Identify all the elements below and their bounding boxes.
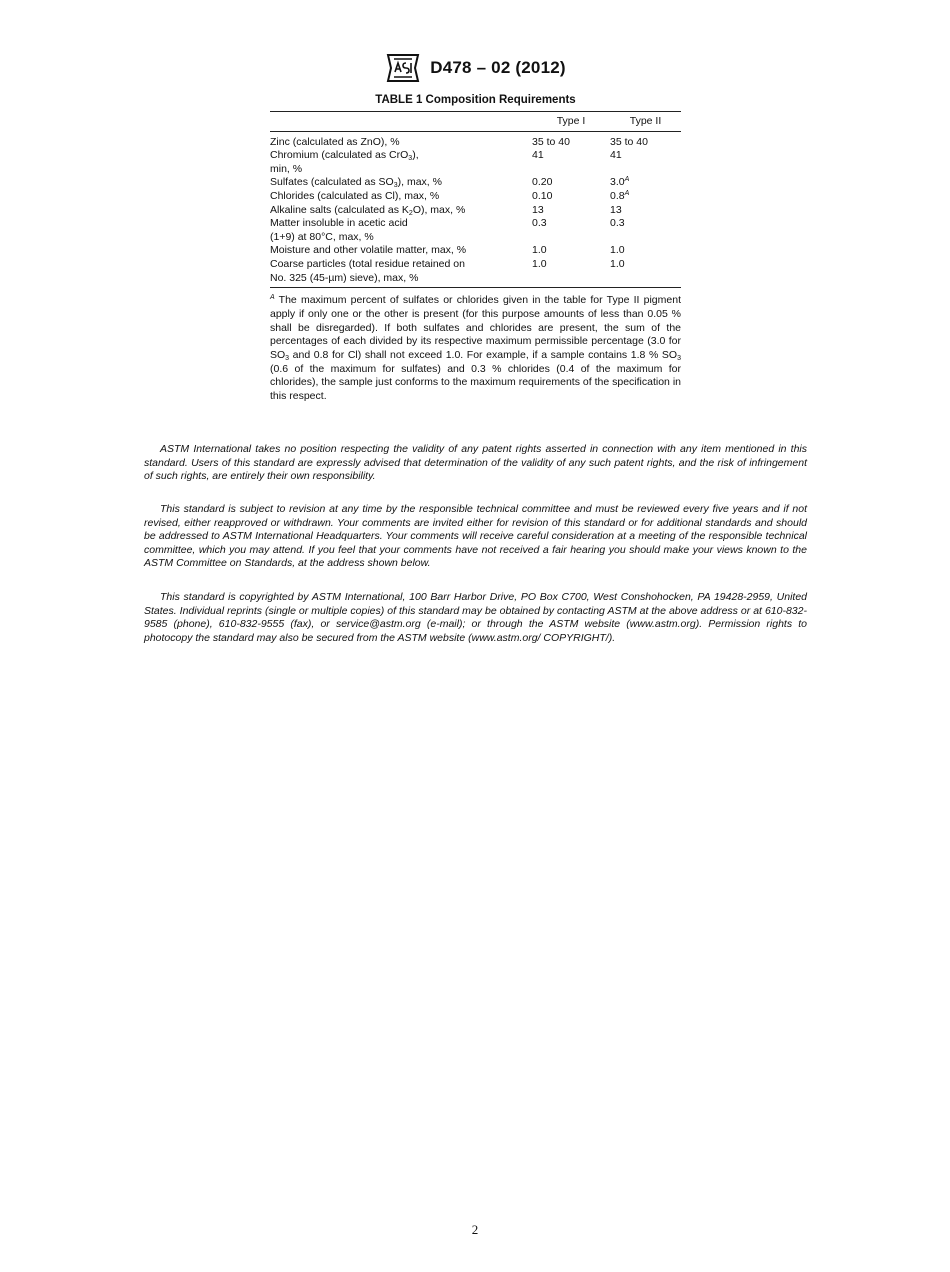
page-header: [0, 52, 950, 84]
column-header-property: [270, 112, 532, 132]
table-row: [270, 204, 681, 218]
type1-cell: 41: [532, 149, 544, 162]
table-row: [270, 176, 681, 190]
type2-cell: 1.0: [610, 257, 625, 270]
table-row: [270, 190, 681, 204]
property-cell: Moisture and other volatile matter, max, %: [270, 244, 467, 257]
type1-cell: 1.0: [532, 257, 547, 270]
property-cell: Zinc (calculated as ZnO), %: [270, 135, 400, 148]
type2-cell: 35 to 40: [610, 135, 648, 148]
patent-notice: ASTM International takes no position respecting the validity of any patent rights asserted in connection with any item mentioned in this standard. Users of this standard are expressly advised that determination of the validity of any such patent rights, and the risk of infringement of such rights, are entirely their own responsibility.: [144, 443, 807, 483]
table-row: [270, 131, 681, 149]
revision-notice: This standard is subject to revision at any time by the responsible technical committee and must be reviewed every five years and if not revised, either reapproved or withdrawn. Your comments are invited either for revision of this standard or for additional standards and should be addressed to ASTM International Headquarters. Your comments will receive careful consideration at a meeting of the responsible technical committee, which you may attend. If you feel that your comments have not received a fair hearing you should make your views known to the ASTM Committee on Standards, at the address shown below.: [144, 503, 807, 570]
table-header-row: [270, 112, 681, 132]
table-title: TABLE 1 Composition Requirements: [375, 94, 576, 106]
astm-logo-icon: [384, 52, 422, 84]
footnote-marker: A: [270, 294, 275, 302]
type2-cell: $0.8^A$: [610, 189, 630, 202]
table-row: [270, 258, 681, 288]
table-row: [270, 244, 681, 258]
type1-cell: 1.0: [532, 244, 547, 257]
composition-table-block: [270, 94, 681, 404]
type1-cell: 13: [532, 203, 544, 216]
type1-cell: 0.10: [532, 189, 553, 202]
column-header-type2: Type II: [629, 115, 662, 127]
type2-cell: 41: [610, 149, 622, 162]
type1-cell: 35 to 40: [532, 135, 570, 148]
property-cell: Matter insoluble in acetic acid (1+9) at 80°C, max, %: [270, 217, 408, 243]
footnote-marker: A: [624, 176, 630, 184]
type1-cell: 0.3: [532, 217, 547, 230]
type2-cell: $3.0^A$: [610, 176, 630, 189]
property-cell: Coarse particles (total residue retained on No. 325 (45-µm) sieve), max, %: [270, 257, 465, 284]
type2-cell: 1.0: [610, 244, 625, 257]
standard-designation: D478 – 02 (2012): [430, 58, 566, 77]
page-number: 2: [471, 1222, 479, 1237]
property-cell: Chlorides (calculated as Cl), max, %: [270, 189, 440, 202]
type1-cell: 0.20: [532, 176, 553, 189]
type2-cell: 13: [610, 203, 622, 216]
copyright-notice: This standard is copyrighted by ASTM International, 100 Barr Harbor Drive, PO Box C700, West Conshohocken, PA 19428-2959, United States. Individual reprints (single or multiple copies) of this standard may be obtained by contacting ASTM at the above address or at 610-832-9585 (phone), 610-832-9555 (fax), or service@astm.org (e-mail); or through the ASTM website (www.astm.org). Permission rights to photocopy the standard may also be secured from the ASTM website (www.astm.org/ COPYRIGHT/).: [144, 591, 807, 644]
table-row: [270, 149, 681, 176]
property-cell: Sulfates (calculated as $SO_3$), max, %: [270, 176, 442, 190]
column-header-type1: Type I: [556, 115, 586, 127]
property-cell: Chromium (calculated as CrO$_3$), min, %: [270, 149, 419, 175]
type2-cell: 0.3: [610, 217, 625, 230]
table-footnote: $^A$ The maximum percent of sulfates or chlorides given in the table for Type II pigment apply if only one or the other is present (for this purpose amounts of less than 0.05 % shall be disregarded). If both sulfates and chlorides are present, the sum of the percentages of each divided by its respective maximum permissible percentage (3.0 for $SO_3$ and 0.8 for Cl) shall not exceed 1.0. For example, if a sample contains 1.8 % $SO_3$ (0.6 of the maximum for sulfates) and 0.3 % chlorides (0.4 of the maximum for chlorides), the sample just conforms to the maximum requirements of the specification in this respect.: [270, 294, 681, 403]
footnote-marker: A: [624, 189, 630, 197]
property-cell: Alkaline salts (calculated as $K_2O$), max, %: [270, 203, 466, 217]
table-row: [270, 217, 681, 244]
composition-table: [270, 111, 681, 288]
